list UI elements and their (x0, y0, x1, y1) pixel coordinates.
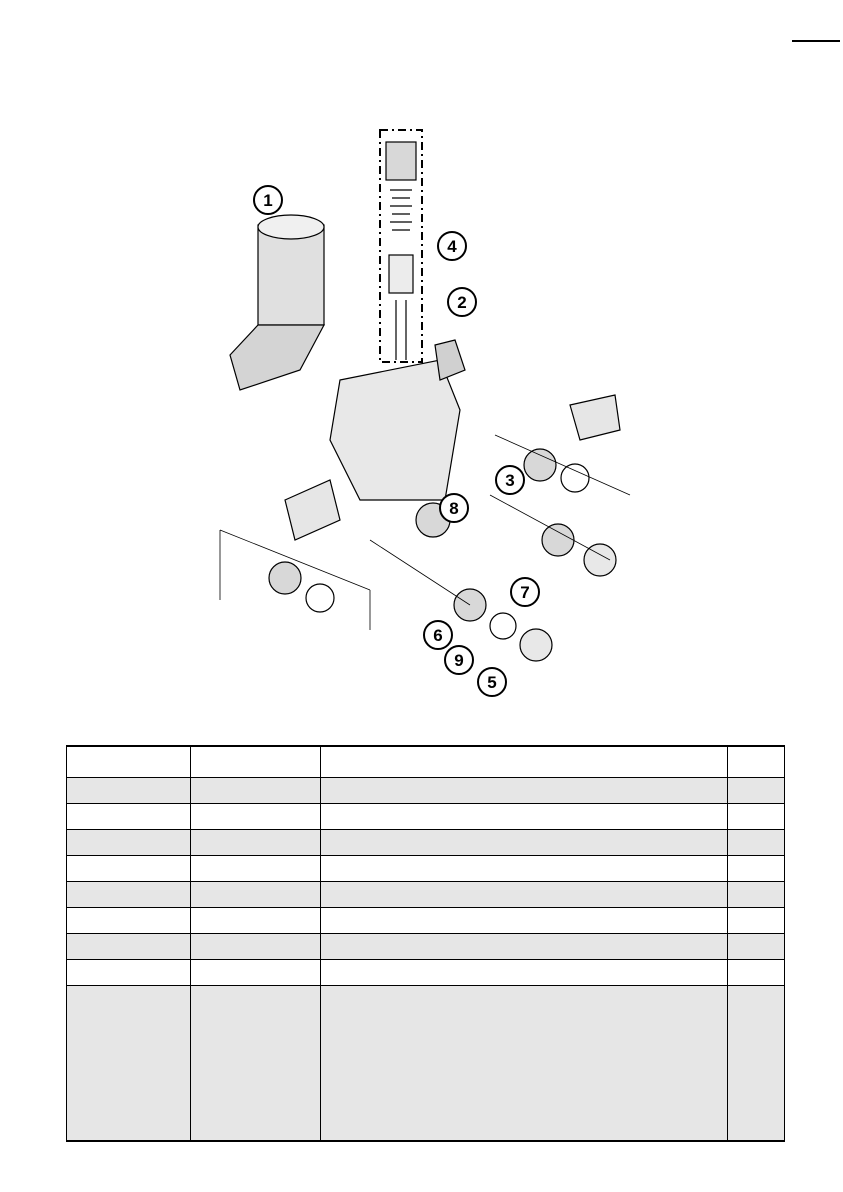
motor-top (258, 215, 324, 239)
callout-4 (438, 232, 466, 260)
main-frame (330, 360, 460, 500)
callout-1 (254, 186, 282, 214)
table-cell (191, 960, 321, 986)
table-cell (728, 778, 785, 804)
spring (390, 190, 412, 230)
table-row (67, 778, 785, 804)
table-cell (728, 830, 785, 856)
table-row (67, 856, 785, 882)
table-cell (191, 804, 321, 830)
motor-gearbox (230, 325, 324, 390)
callout-6 (424, 621, 452, 649)
table-cell (191, 882, 321, 908)
header-cell (191, 746, 321, 778)
left-bracket (285, 480, 340, 540)
table-cell (728, 934, 785, 960)
header-cell (67, 746, 191, 778)
parts-table (66, 745, 785, 1142)
table-cell (321, 934, 728, 960)
table-cell (67, 778, 191, 804)
table-row (67, 830, 785, 856)
callout-3 (496, 466, 524, 494)
table-cell (321, 908, 728, 934)
callout-2 (448, 288, 476, 316)
callout-9 (445, 646, 473, 674)
table-row (67, 960, 785, 986)
callout-4-label: 4 (447, 237, 457, 256)
gear-right (542, 524, 574, 556)
right-bracket (570, 395, 620, 440)
table-cell (191, 778, 321, 804)
gear-left (269, 562, 301, 594)
table-row (67, 882, 785, 908)
table-cell (321, 960, 728, 986)
callout-2-label: 2 (457, 293, 467, 312)
table-cell (67, 960, 191, 986)
table-row (67, 908, 785, 934)
table-row (67, 804, 785, 830)
table-header-row (67, 746, 785, 778)
callout-7-label: 7 (520, 583, 530, 602)
table-cell (191, 830, 321, 856)
table-cell (191, 986, 321, 1142)
table-cell (728, 856, 785, 882)
table-row (67, 986, 785, 1142)
gear-3 (524, 449, 556, 481)
header-cell (321, 746, 728, 778)
table-cell (728, 908, 785, 934)
callout-8-label: 8 (449, 499, 459, 518)
table-cell (321, 986, 728, 1142)
table-cell (67, 830, 191, 856)
exploded-parts-diagram (190, 120, 670, 700)
table-cell (728, 960, 785, 986)
table-cell (191, 934, 321, 960)
table-cell (321, 804, 728, 830)
table-cell (67, 856, 191, 882)
callout-5-label: 5 (487, 673, 497, 692)
table-cell (728, 986, 785, 1142)
callout-9-label: 9 (454, 651, 464, 670)
table-cell (321, 778, 728, 804)
callout-5 (478, 668, 506, 696)
callout-8 (440, 494, 468, 522)
table-cell (321, 882, 728, 908)
shaft (396, 300, 406, 360)
knob-5 (520, 629, 552, 661)
header-cell (728, 746, 785, 778)
callout-6-label: 6 (433, 626, 443, 645)
table-cell (67, 882, 191, 908)
table-cell (728, 804, 785, 830)
header-rule (792, 40, 840, 42)
table-cell (191, 908, 321, 934)
table-cell (321, 830, 728, 856)
ring-3 (561, 464, 589, 492)
ring-9 (490, 613, 516, 639)
callout-7 (511, 578, 539, 606)
callout-1-label: 1 (263, 191, 273, 210)
table-cell (67, 908, 191, 934)
bracket-2 (435, 340, 465, 380)
bushing (389, 255, 413, 293)
table-row (67, 934, 785, 960)
table-cell (67, 986, 191, 1142)
sensor-housing (386, 142, 416, 180)
table-cell (728, 882, 785, 908)
motor-body (258, 225, 324, 325)
ring-left (306, 584, 334, 612)
table-cell (67, 804, 191, 830)
table-cell (191, 856, 321, 882)
callout-3-label: 3 (505, 471, 515, 490)
table-cell (67, 934, 191, 960)
table-cell (321, 856, 728, 882)
